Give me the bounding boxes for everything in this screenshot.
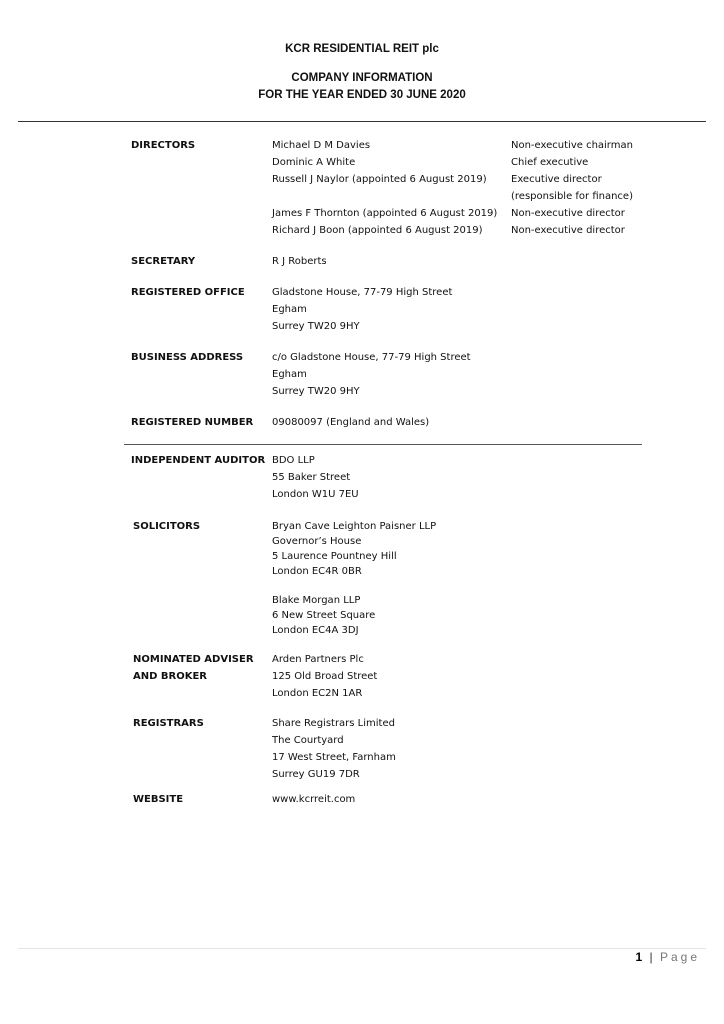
registered-number-label: REGISTERED NUMBER [131,417,254,428]
address-line: BDO LLP [272,455,315,466]
address-line: Blake Morgan LLP [272,595,361,606]
director-role: Non-executive chairman [511,140,633,151]
solicitor-firm-2 [272,593,375,638]
solicitors-label: SOLICITORS [133,521,201,532]
address-line: Gladstone House, 77-79 High Street [272,287,453,298]
website-link[interactable]: www.kcrreit.com [272,794,356,805]
header-divider [18,121,706,122]
address-line: The Courtyard [272,735,344,746]
nominated-adviser-label [133,651,254,685]
directors-label: DIRECTORS [131,140,196,151]
registrars-address [272,715,396,783]
label-line: AND BROKER [133,671,207,682]
address-line: c/o Gladstone House, 77-79 High Street [272,352,471,363]
footer-separator: | [649,950,653,964]
website-label: WEBSITE [133,794,184,805]
director-name: Russell J Naylor (appointed 6 August 2019) [272,174,487,185]
label-line: NOMINATED ADVISER [133,654,254,665]
auditor-label: INDEPENDENT AUDITOR [131,455,266,466]
directors-roles [511,137,633,239]
address-line: London EC4A 3DJ [272,625,359,636]
business-address [272,349,471,400]
registered-office-address [272,284,452,335]
address-line: 55 Baker Street [272,472,351,483]
page-word: Page [659,950,700,964]
directors-names [272,137,497,239]
director-role: Non-executive director [511,208,625,219]
footer-divider [18,948,706,949]
section-divider [124,444,642,445]
page-footer [635,950,700,964]
business-address-label: BUSINESS ADDRESS [131,352,244,363]
director-role: Non-executive director [511,225,625,236]
address-line: Arden Partners Plc [272,654,364,665]
address-line: Surrey GU19 7DR [272,769,360,780]
address-line: Egham [272,369,307,380]
address-line: Egham [272,304,307,315]
address-line: Bryan Cave Leighton Paisner LLP [272,521,437,532]
company-name: KCR RESIDENTIAL REIT plc [285,43,439,55]
director-name-spacer [272,188,497,205]
director-name: Dominic A White [272,157,356,168]
address-line: Governor’s House [272,536,362,547]
address-line: London EC4R 0BR [272,566,362,577]
director-name: Richard J Boon (appointed 6 August 2019) [272,225,483,236]
secretary-value: R J Roberts [272,256,327,267]
address-line: London W1U 7EU [272,489,359,500]
address-line: 6 New Street Square [272,610,376,621]
period-title: FOR THE YEAR ENDED 30 JUNE 2020 [258,89,466,101]
auditor-address [272,452,359,503]
registered-number-value: 09080097 (England and Wales) [272,417,430,428]
director-role: (responsible for finance) [511,191,633,202]
address-line: Surrey TW20 9HY [272,321,360,332]
registered-office-label: REGISTERED OFFICE [131,287,245,298]
secretary-label: SECRETARY [131,256,196,267]
director-role: Executive director [511,174,602,185]
address-line: London EC2N 1AR [272,688,363,699]
director-name: James F Thornton (appointed 6 August 2019) [272,208,498,219]
page-number: 1 [635,950,643,964]
address-line: 17 West Street, Farnham [272,752,396,763]
address-line: Share Registrars Limited [272,718,395,729]
document-title: COMPANY INFORMATION [291,72,433,84]
registrars-label: REGISTRARS [133,718,204,729]
nominated-adviser-address [272,651,377,702]
address-line: Surrey TW20 9HY [272,386,360,397]
address-line: 125 Old Broad Street [272,671,378,682]
solicitor-firm-1 [272,519,436,579]
director-name: Michael D M Davies [272,140,371,151]
address-line: 5 Laurence Pountney Hill [272,551,397,562]
director-role: Chief executive [511,157,589,168]
